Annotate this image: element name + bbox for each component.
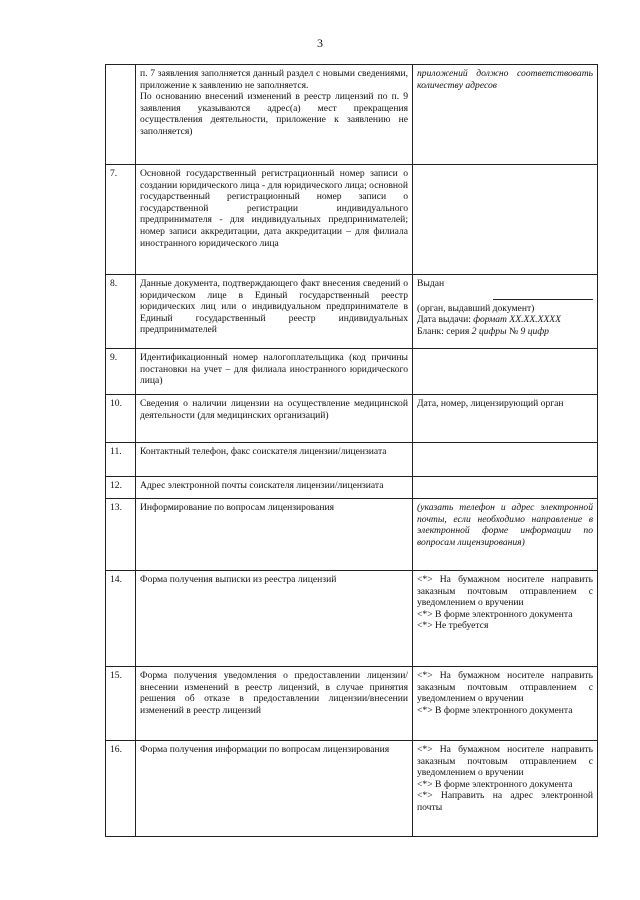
- row-value-field[interactable]: [413, 349, 598, 395]
- row-number: 12.: [106, 477, 136, 499]
- option-electronic[interactable]: <*> В форме электронного документа: [417, 704, 573, 716]
- form-number-value: 9 цифр: [520, 325, 549, 337]
- table-row: [106, 477, 598, 499]
- table-row: [106, 741, 598, 837]
- table-row: [106, 667, 598, 741]
- row-number: 7.: [106, 165, 136, 275]
- row-number: 9.: [106, 349, 136, 395]
- table-row: [106, 165, 598, 275]
- issued-label: Выдан: [417, 278, 445, 289]
- table-row: [106, 349, 598, 395]
- option-not-required[interactable]: <*> Не требуется: [417, 620, 489, 632]
- form-series-value: 2 цифры: [471, 325, 507, 337]
- issue-date-label: Дата выдачи:: [417, 314, 471, 326]
- option-electronic[interactable]: <*> В форме электронного документа: [417, 778, 573, 790]
- license-application-table: [105, 64, 598, 837]
- row-value: (указать телефон и адрес электронной почты, если необходимо направление в электронной форме информации по вопросам лицензирования): [413, 499, 598, 571]
- row-value-field[interactable]: [413, 477, 598, 499]
- row-number: [106, 65, 136, 165]
- row-number: 10.: [106, 395, 136, 443]
- issue-date-line: [417, 314, 593, 326]
- row-number: 13.: [106, 499, 136, 571]
- form-series-line: [417, 326, 593, 338]
- description-paragraph: По основанию внесений изменений в реестр лицензий по п. 9 заявления указываются адрес(а) мест прекращения осуществления деятельности, приложение к заявлению не заполняется): [140, 91, 408, 137]
- delivery-options: [413, 667, 598, 741]
- row-number: 16.: [106, 741, 136, 837]
- form-series-label: Бланк: серия: [417, 325, 470, 337]
- page-number: 3: [317, 36, 323, 50]
- row-description: Форма получения выписки из реестра лицензий: [136, 571, 413, 667]
- option-paper-mail[interactable]: <*> На бумажном носителе направить заказным почтовым отправлением с уведомлением о вручении: [417, 574, 593, 609]
- row-value-field[interactable]: [413, 165, 598, 275]
- row-value: Дата, номер, лицензирующий орган: [413, 395, 598, 443]
- issuer-caption: (орган, выдавший документ): [417, 302, 535, 314]
- row-number: 11.: [106, 443, 136, 477]
- row-description: Идентификационный номер налогоплательщика (код причины постановки на учет – для филиала иностранного юридического лица): [136, 349, 413, 395]
- table-row: [106, 275, 598, 349]
- row-description: Форма получения информации по вопросам лицензирования: [136, 741, 413, 837]
- row-description: Форма получения уведомления о предоставлении лицензии/внесении изменений в реестр лицензий, в случае принятия решения об отказе в предоставлении лицензии/внесении изменений в реестр лицензий: [136, 667, 413, 741]
- delivery-options: [413, 571, 598, 667]
- issue-date-format: формат XX.XX.XXXX: [473, 314, 562, 326]
- row-description: Контактный телефон, факс соискателя лицензии/лицензиата: [136, 443, 413, 477]
- document-details[interactable]: [413, 275, 598, 349]
- option-email[interactable]: <*> Направить на адрес электронной почты: [417, 790, 593, 813]
- row-description: Основной государственный регистрационный номер записи о создании юридического лица - для юридического лица; основной государственный регистрационный номер записи о государственной регистрации индивидуального предпринимателя - для индивидуальных предпринимателей; номер записи аккредитации, дата аккредитации – для филиала иностранного юридического лица: [136, 165, 413, 275]
- table-row: [106, 443, 598, 477]
- row-value: приложений должно соответствовать количеству адресов: [413, 65, 598, 165]
- form-number-label: №: [508, 325, 519, 337]
- table-row: [106, 395, 598, 443]
- row-value-field[interactable]: [413, 443, 598, 477]
- table-row: [106, 65, 598, 165]
- table-row: [106, 571, 598, 667]
- row-description: Информирование по вопросам лицензирования: [136, 499, 413, 571]
- delivery-options: [413, 741, 598, 837]
- row-description: [136, 65, 413, 165]
- row-number: 14.: [106, 571, 136, 667]
- option-paper-mail[interactable]: <*> На бумажном носителе направить заказным почтовым отправлением с уведомлением о вручении: [417, 744, 593, 779]
- option-paper-mail[interactable]: <*> На бумажном носителе направить заказным почтовым отправлением с уведомлением о вручении: [417, 670, 593, 705]
- issued-underline: [493, 299, 593, 300]
- row-number: 15.: [106, 667, 136, 741]
- row-description: Данные документа, подтверждающего факт внесения сведений о юридическом лице в Единый государственный реестр юридических лиц или о индивидуальном предпринимателе в Единый государственный реестр индивидуальных предпринимателей: [136, 275, 413, 349]
- table-row: [106, 499, 598, 571]
- row-description: Сведения о наличии лицензии на осуществление медицинской деятельности (для медицинских организаций): [136, 395, 413, 443]
- description-paragraph: п. 7 заявления заполняется данный раздел с новыми сведениями, приложение к заявлению не заполняется.: [140, 68, 408, 91]
- row-description: Адрес электронной почты соискателя лицензии/лицензиата: [136, 477, 413, 499]
- row-number: 8.: [106, 275, 136, 349]
- option-electronic[interactable]: <*> В форме электронного документа: [417, 608, 573, 620]
